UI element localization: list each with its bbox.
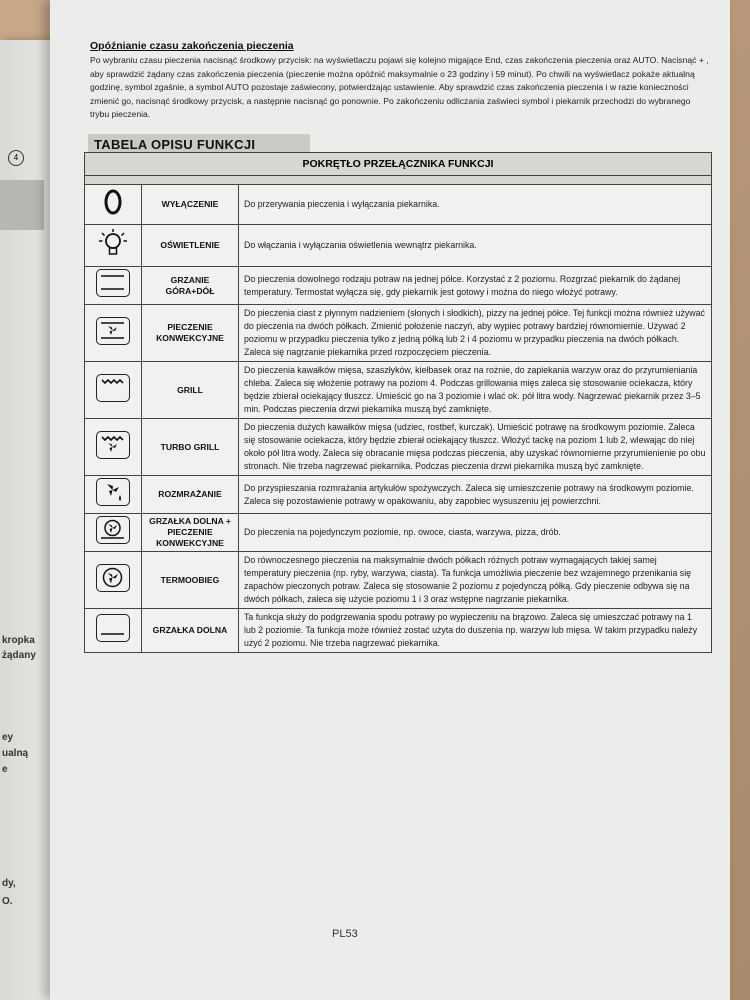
table-heading: TABELA OPISU FUNKCJI (88, 134, 310, 152)
row-name: GRZAŁKA DOLNA + PIECZENIE KONWEKCYJNE (142, 514, 239, 552)
left-fragment: O. (2, 896, 13, 907)
lightbulb-icon (96, 227, 130, 259)
row-name: PIECZENIE KONWEKCYJNE (142, 305, 239, 362)
row-icon-cell (85, 305, 142, 362)
top-bottom-heat-icon (96, 269, 130, 297)
bottom-heat-icon (96, 614, 130, 642)
left-fragment: ey (2, 732, 14, 743)
row-name: TERMOOBIEG (142, 552, 239, 609)
table-row (85, 185, 712, 225)
row-desc: Do pieczenia dowolnego rodzaju potraw na jednej półce. Korzystać z 2 poziomu. Rozgrzać piekarnik do żądanej temperatury. Termostat wyłącza się, gdy piekarnik jest gotowy i można do niego włożyć potrawy. (239, 267, 712, 305)
row-icon-cell (85, 185, 142, 225)
fan-forced-icon (96, 564, 130, 592)
defrost-icon (96, 478, 130, 506)
manual-page (50, 0, 730, 1000)
step-circle: 4 (8, 150, 24, 166)
row-name: GRZAŁKA DOLNA (142, 609, 239, 653)
table-row (85, 514, 712, 552)
section-block (90, 40, 710, 122)
row-desc: Do przerywania pieczenia i wyłączania piekarnika. (239, 185, 712, 225)
row-desc: Do włączania i wyłączania oświetlenia wewnątrz piekarnika. (239, 225, 712, 267)
row-icon-cell (85, 225, 142, 267)
table-row (85, 225, 712, 267)
row-icon-cell (85, 419, 142, 476)
bottom-heat-convection-icon (96, 516, 130, 544)
row-name: ROZMRAŻANIE (142, 476, 239, 514)
function-table (84, 152, 712, 653)
table-row (85, 305, 712, 362)
row-name: WYŁĄCZENIE (142, 185, 239, 225)
row-desc: Do pieczenia na pojedynczym poziomie, np. owoce, ciasta, warzywa, pizza, drób. (239, 514, 712, 552)
left-page-band (0, 180, 44, 230)
left-fragment: ualną (2, 748, 29, 759)
row-desc: Do pieczenia kawałków mięsa, szaszłyków, kiełbasek oraz na rożnie, do zapiekania warzyw oraz do przyrumieniania chleba. Zaleca się włożenie potrawy na poziom 4. Podczas grillowania mięs zaleca się stosowanie ociekacza, który będzie zbierał ociekający tłuszcz. Umieścić go na 3 poziomie i wlać ok. pół litra wody. Nagrzewać piekarnik przez 3–5 min. Podczas pieczenia drzwi piekarnika muszą być zamknięte. (239, 362, 712, 419)
convection-icon (96, 317, 130, 345)
knob-header: POKRĘTŁO PRZEŁĄCZNIKA FUNKCJI (85, 153, 712, 176)
section-title: Opóźnianie czasu zakończenia pieczenia (90, 40, 294, 52)
table-row (85, 609, 712, 653)
table-row (85, 552, 712, 609)
row-name: GRILL (142, 362, 239, 419)
table-row (85, 362, 712, 419)
left-fragment: żądany (2, 650, 36, 661)
row-name: TURBO GRILL (142, 419, 239, 476)
section-intro: Po wybraniu czasu pieczenia nacisnąć środkowy przycisk: na wyświetlaczu pojawi się kolejno migające End, czas zakończenia pieczenia oraz AUTO. Nacisnąć + , aby sprawdzić żądany czas zakończenia pieczenia (pieczenie można opóźnić maksymalnie o 23 godziny i 59 minut). Po chwili na wyświetlacz pokaże aktualną godzinę, symbol zgaśnie, a symbol AUTO pozostaje zaświecony, potwierdzając ustawienie. Aby sprawdzić czas zakończenia pieczenia i w razie konieczności zmienić go, nacisnąć środkowy przycisk, a następnie nacisnąć go ponownie. Po zakończeniu odliczania zaświeci symbol i piekarnik przechodzi do wybranego trybu pieczenia. (90, 55, 709, 119)
row-icon-cell (85, 267, 142, 305)
row-desc: Ta funkcja służy do podgrzewania spodu potrawy po wypieczeniu na brązowo. Zaleca się umieszczać potrawy na 1 lub 2 poziomie. Ta funkcja może również zostać użyta do duszenia np. warzyw lub mięsa. W takim przypadku należy użyć 2 poziomu. Nie trzeba nagrzewać piekarnika. (239, 609, 712, 653)
row-icon-cell (85, 514, 142, 552)
page-number: PL53 (332, 928, 358, 940)
row-name: GRZANIE GÓRA+DÓŁ (142, 267, 239, 305)
grill-icon (96, 374, 130, 402)
table-row (85, 476, 712, 514)
left-fragment: kropka (2, 635, 35, 646)
turbo-grill-icon (96, 431, 130, 459)
table-row (85, 419, 712, 476)
row-desc: Do pieczenia ciast z płynnym nadzieniem (słonych i słodkich), pizzy na jednej półce. Tej funkcji można również używać do pieczenia na dwóch półkach. Zmienić położenie naczyń, aby wypiec potrawy bardziej równomiernie. Używać 2 poziomu w przypadku pieczenia tylko z jedną półką lub 2 i 4 poziomu w przypadku pieczenia na dwóch półkach. Zaleca się nagrzanie piekarnika przed rozpoczęciem pieczenia. (239, 305, 712, 362)
row-icon-cell (85, 362, 142, 419)
table-row (85, 267, 712, 305)
row-name: OŚWIETLENIE (142, 225, 239, 267)
row-desc: Do pieczenia dużych kawałków mięsa (udziec, rostbef, kurczak). Umieścić potrawę na środkowym poziomie. Zaleca się stosowanie ociekacza, który będzie zbierał ociekający tłuszcz. Włożyć tackę na poziom 1 lub 2, wlewając do niej około pół litra wody. Zaleca się obracanie mięsa podczas pieczenia, aby uzyskać równomierne przyrumienienie po obu stronach. Nie trzeba nagrzewać piekarnika. Podczas pieczenia drzwi piekarnika muszą być zamknięte. (239, 419, 712, 476)
row-desc: Do przyspieszania rozmrażania artykułów spożywczych. Zaleca się umieszczenie potrawy na środkowym poziomie. Zaleca się pozostawienie potrawy w opakowaniu, aby zapobiec wysuszeniu jej powierzchni. (239, 476, 712, 514)
left-fragment: e (2, 764, 8, 775)
table-spacer (85, 176, 712, 185)
row-desc: Do równoczesnego pieczenia na maksymalnie dwóch półkach różnych potraw wymagających takiej samej temperatury pieczenia (np. ryby, warzywa, ciasta). Ta funkcja umożliwia pieczenie bez wzajemnego przenikania się zapachów pieczonych potraw. Zaleca się stosowanie 2 poziomu z pojedynczą półką. Gdy pieczenie odbywa się na dwóch półkach, zaleca się użycie poziomu 1 i 3 oraz wstępne nagrzanie piekarnika. (239, 552, 712, 609)
left-fragment: dy, (2, 878, 16, 889)
row-icon-cell (85, 609, 142, 653)
row-icon-cell (85, 552, 142, 609)
row-icon-cell (85, 476, 142, 514)
zero-icon (96, 187, 130, 217)
